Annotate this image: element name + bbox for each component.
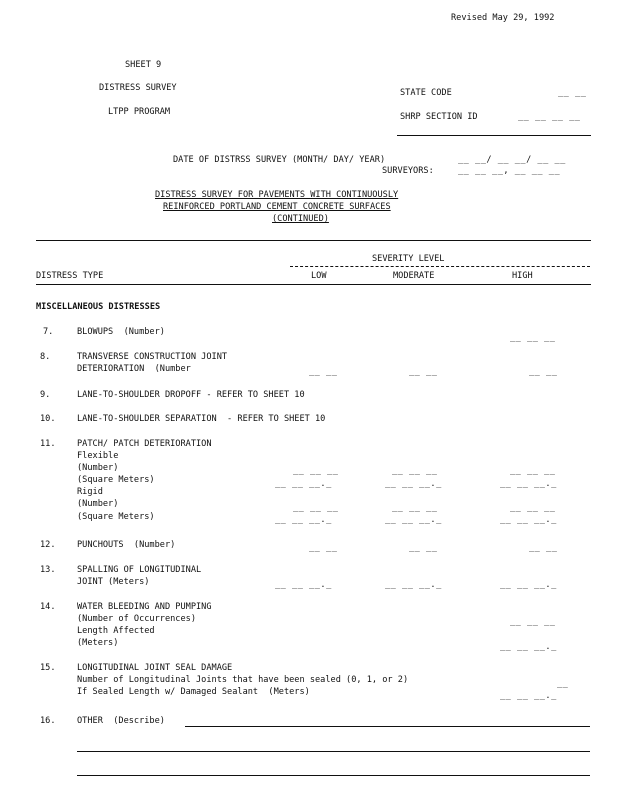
item-11-rigid-sqm-high[interactable]: __ __ __._ (500, 515, 557, 525)
item-11-flex-number-low[interactable]: __ __ __ (293, 466, 339, 476)
item-8-moderate-field[interactable]: __ __ (409, 367, 438, 377)
surveyors-label: SURVEYORS: (382, 166, 434, 176)
item-13-moderate-field[interactable]: __ __ __._ (385, 580, 442, 590)
item-11-rigid-sqm-low[interactable]: __ __ __._ (275, 515, 332, 525)
item-11-number: 11. (40, 439, 56, 449)
severity-level-heading: SEVERITY LEVEL (372, 254, 445, 264)
item-14-number: 14. (40, 602, 56, 612)
item-12-label: PUNCHOUTS (Number) (77, 540, 176, 550)
section-id-field[interactable]: __ __ __ __ (518, 112, 581, 122)
other-describe-line-2[interactable] (77, 751, 590, 752)
table-header-rule (36, 284, 591, 285)
revised-date: Revised May 29, 1992 (451, 13, 555, 23)
item-11-rigid: Rigid (77, 487, 103, 497)
item-12-number: 12. (40, 540, 56, 550)
item-11-rigid-sqm: (Square Meters) (77, 512, 155, 522)
item-11-rigid-number-low[interactable]: __ __ __ (293, 503, 339, 513)
item-15-joints-field[interactable]: __ (557, 679, 569, 689)
item-11-flexible: Flexible (77, 451, 119, 461)
item-15-label-3: If Sealed Length w/ Damaged Sealant (Meters) (77, 687, 310, 697)
item-14-label-3: Length Affected (77, 626, 155, 636)
item-12-low-field[interactable]: __ __ (309, 543, 338, 553)
item-11-rigid-number-high[interactable]: __ __ __ (510, 503, 556, 513)
item-13-low-field[interactable]: __ __ __._ (275, 580, 332, 590)
item-11-rigid-number-moderate[interactable]: __ __ __ (392, 503, 438, 513)
severity-dash-rule (290, 266, 590, 267)
item-13-number: 13. (40, 565, 56, 575)
item-15-number: 15. (40, 663, 56, 673)
state-code-field[interactable]: __ __ (558, 88, 587, 98)
state-code-label: STATE CODE (400, 88, 452, 98)
low-heading: LOW (311, 271, 327, 281)
item-11-label: PATCH/ PATCH DETERIORATION (77, 439, 212, 449)
moderate-heading: MODERATE (393, 271, 435, 281)
item-9-number: 9. (40, 390, 51, 400)
title-line-1: DISTRESS SURVEY FOR PAVEMENTS WITH CONTINUOUSLY (155, 190, 399, 200)
item-13-label-2: JOINT (Meters) (77, 577, 150, 587)
item-8-label-1: TRANSVERSE CONSTRUCTION JOINT (77, 352, 228, 362)
item-12-high-field[interactable]: __ __ (529, 543, 558, 553)
item-11-flexible-number: (Number) (77, 463, 119, 473)
item-12-moderate-field[interactable]: __ __ (409, 543, 438, 553)
form-title: DISTRESS SURVEY (99, 83, 177, 93)
item-14-label-1: WATER BLEEDING AND PUMPING (77, 602, 212, 612)
item-9-label: LANE-TO-SHOULDER DROPOFF - REFER TO SHEET 10 (77, 390, 305, 400)
title-line-2: REINFORCED PORTLAND CEMENT CONCRETE SURFACES (163, 202, 391, 212)
item-11-rigid-number: (Number) (77, 499, 119, 509)
item-15-label-2: Number of Longitudinal Joints that have been sealed (0, 1, or 2) (77, 675, 409, 685)
item-13-label-1: SPALLING OF LONGITUDINAL (77, 565, 202, 575)
item-10-label: LANE-TO-SHOULDER SEPARATION - REFER TO SHEET 10 (77, 414, 326, 424)
item-15-label-1: LONGITUDINAL JOINT SEAL DAMAGE (77, 663, 233, 673)
survey-date-label: DATE OF DISTRSS SURVEY (MONTH/ DAY/ YEAR) (173, 155, 386, 165)
table-top-rule (36, 240, 591, 241)
item-14-label-4: (Meters) (77, 638, 119, 648)
item-11-flex-sqm-moderate[interactable]: __ __ __._ (385, 479, 442, 489)
item-11-flex-number-moderate[interactable]: __ __ __ (392, 466, 438, 476)
item-10-number: 10. (40, 414, 56, 424)
sheet-number: SHEET 9 (125, 60, 162, 70)
item-11-flex-number-high[interactable]: __ __ __ (510, 466, 556, 476)
item-16-label: OTHER (Describe) (77, 716, 165, 726)
other-describe-line-3[interactable] (77, 775, 590, 776)
item-7-label: BLOWUPS (Number) (77, 327, 165, 337)
header-divider (397, 135, 591, 136)
item-14-occurrences-field[interactable]: __ __ __ (510, 617, 556, 627)
item-11-flexible-sqm: (Square Meters) (77, 475, 155, 485)
high-heading: HIGH (512, 271, 533, 281)
item-11-flex-sqm-high[interactable]: __ __ __._ (500, 479, 557, 489)
other-describe-line-1[interactable] (185, 726, 590, 727)
item-8-high-field[interactable]: __ __ (529, 367, 558, 377)
item-7-number: 7. (43, 327, 54, 337)
surveyors-field[interactable]: __ __ __, __ __ __ (458, 166, 561, 176)
item-8-number: 8. (40, 352, 51, 362)
item-11-flex-sqm-low[interactable]: __ __ __._ (275, 479, 332, 489)
item-13-high-field[interactable]: __ __ __._ (500, 580, 557, 590)
distress-type-heading: DISTRESS TYPE (36, 271, 104, 281)
item-7-high-field[interactable]: __ __ __ (510, 333, 556, 343)
program-name: LTPP PROGRAM (108, 107, 171, 117)
item-8-label-2: DETERIORATION (Number (77, 364, 191, 374)
item-16-number: 16. (40, 716, 56, 726)
survey-date-field[interactable]: __ __/ __ __/ __ __ (458, 155, 566, 165)
item-14-length-field[interactable]: __ __ __._ (500, 642, 557, 652)
item-14-label-2: (Number of Occurrences) (77, 614, 196, 624)
item-15-length-field[interactable]: __ __ __._ (500, 691, 557, 701)
section-heading: MISCELLANEOUS DISTRESSES (36, 302, 161, 312)
item-11-rigid-sqm-moderate[interactable]: __ __ __._ (385, 515, 442, 525)
title-line-3: (CONTINUED) (272, 214, 329, 224)
item-8-low-field[interactable]: __ __ (309, 367, 338, 377)
section-id-label: SHRP SECTION ID (400, 112, 478, 122)
